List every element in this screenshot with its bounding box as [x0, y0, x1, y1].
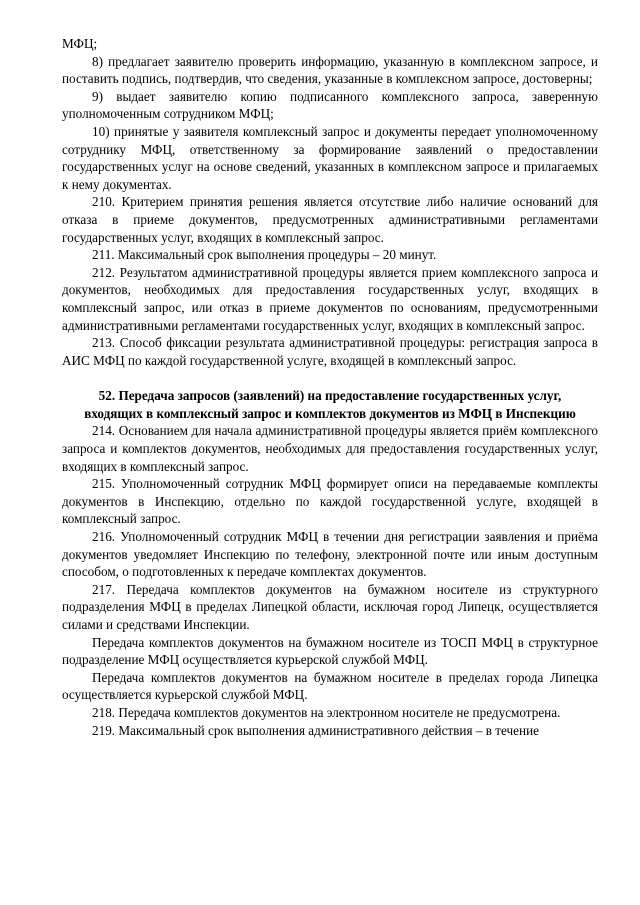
clause-210: 210. Критерием принятия решения является отсутствие либо наличие оснований для отказа в приеме документов, предусмотренных административными регламентами государственных услуг, входящих в комплексный запрос. [62, 194, 598, 245]
clause-217-paragraph-2: Передача комплектов документов на бумажном носителе из ТОСП МФЦ в структурное подразделение МФЦ осуществляется курьерской службой МФЦ. [62, 634, 598, 668]
clause-218: 218. Передача комплектов документов на электронном носителе не предусмотрена. [92, 704, 561, 720]
clause-217: 217. Передача комплектов документов на бумажном носителе из структурного подразделения МФЦ в пределах Липецкой области, исключая город Липецк, осуществляется силами и средствами Инспекции. [62, 581, 598, 632]
clause-212: 212. Результатом административной процедуры является прием комплексного запроса и документов, необходимых для предоставления государственных услуг, входящих в комплексный запрос, или отказ в приеме документов по основаниям, предусмотренными административными регламентами государственных услуг, входящих в комплексный запрос. [62, 264, 598, 333]
clause-215: 215. Уполномоченный сотрудник МФЦ формирует описи на передаваемые комплекты документов в Инспекцию, отдельно по каждой государственной услуге, входящей в комплексный запрос. [62, 476, 598, 527]
clause-214: 214. Основанием для начала административной процедуры является приём комплексного запроса и комплектов документов, необходимых для предоставления государственных услуг, входящих в комплексный запрос. [62, 423, 598, 474]
clause-213: 213. Способ фиксации результата административной процедуры: регистрация запроса в АИС МФЦ по каждой государственной услуге, входящей в комплексный запрос. [62, 335, 598, 368]
clause-217-paragraph-3: Передача комплектов документов на бумажном носителе в пределах города Липецка осуществляется курьерской службой МФЦ. [62, 669, 598, 703]
list-item-9: 9) выдает заявителю копию подписанного комплексного запроса, заверенную уполномоченным сотрудником МФЦ; [62, 88, 598, 122]
clause-211: 211. Максимальный срок выполнения процедуры – 20 минут. [92, 247, 437, 263]
list-item-8: 8) предлагает заявителю проверить информацию, указанную в комплексном запросе, и поставить подпись, подтвердив, что сведения, указанные в комплексном запросе, достоверны; [62, 53, 598, 87]
clause-219: 219. Максимальный срок выполнения административного действия – в течение [92, 722, 539, 738]
document-body [62, 35, 598, 739]
list-item-10: 10) принятые у заявителя комплексный запрос и документы передает уполномоченному сотруднику МФЦ, ответственному за формирование заявлений о предоставлении государственных услуг на основе сведений, указанных в комплексном запросе и прилагаемых к нему документах. [62, 123, 598, 192]
paragraph-continuation: МФЦ; [62, 36, 98, 51]
section-heading: 52. Передача запросов (заявлений) на предоставление государственных услуг, входящих в комплексный запрос и комплектов документов из МФЦ в Инспекцию [84, 388, 576, 421]
clause-216: 216. Уполномоченный сотрудник МФЦ в течении дня регистрации заявления и приёма документов уведомляет Инспекцию по телефону, электронной почте или иным доступным способом, о подготовленных к передаче комплектах документов. [62, 529, 598, 580]
